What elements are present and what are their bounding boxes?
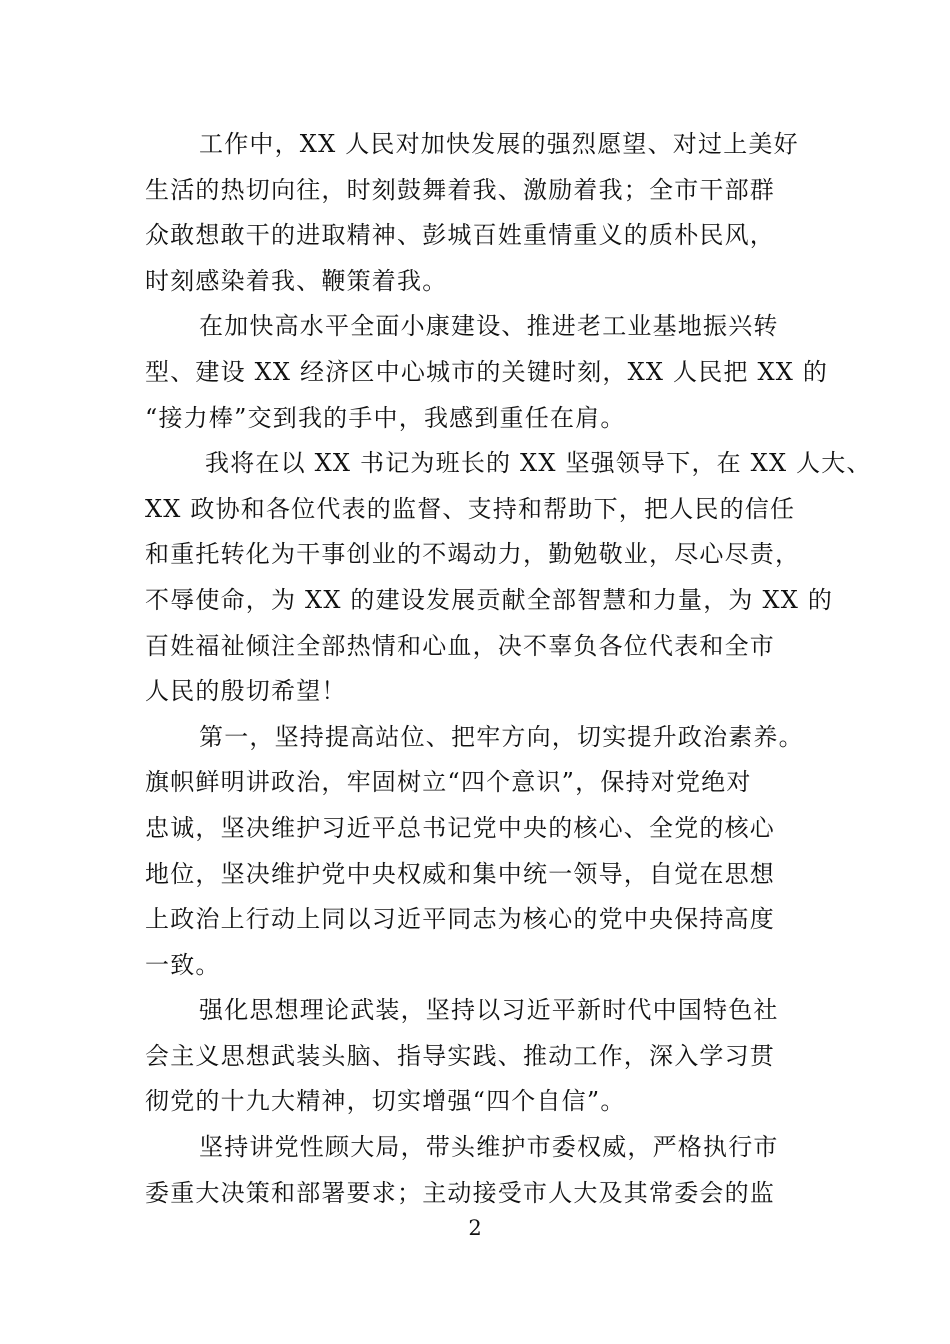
paragraph-1 [145, 122, 825, 304]
paragraph-5 [145, 988, 825, 1125]
text-line: 百姓福祉倾注全部热情和心血，决不辜负各位代表和全市 [145, 631, 775, 660]
text-line: 忠诚，坚决维护习近平总书记党中央的核心、全党的核心 [145, 813, 775, 842]
text-line: 委重大决策和部署要求；主动接受市人大及其常委会的监 [145, 1178, 775, 1207]
text-line: 人民的殷切希望！ [145, 677, 347, 706]
text-line: 众敢想敢干的进取精神、彭城百姓重情重义的质朴民风， [145, 221, 775, 250]
text-line: 时刻感染着我、鞭策着我。 [145, 266, 448, 295]
text-line: 工作中，XX 人民对加快发展的强烈愿望、对过上美好 [199, 130, 799, 158]
text-line: “接力棒”交到我的手中，我感到重任在肩。 [145, 403, 626, 432]
paragraph-4 [145, 715, 825, 989]
paragraph-3 [145, 441, 872, 715]
text-line: XX 政协和各位代表的监督、支持和帮助下，把人民的信任 [145, 494, 796, 523]
text-line: 在加快高水平全面小康建设、推进老工业基地振兴转 [199, 312, 779, 341]
text-line: 型、建设 XX 经济区中心城市的关键时刻，XX 人民把 XX 的 [145, 357, 829, 386]
text-line: 坚持讲党性顾大局，带头维护市委权威，严格执行市 [199, 1133, 779, 1162]
text-line: 一致。 [145, 950, 221, 979]
text-line: 生活的热切向往，时刻鼓舞着我、激励着我；全市干部群 [145, 175, 775, 204]
body-text [145, 122, 872, 1216]
text-line: 旗帜鲜明讲政治，牢固树立“四个意识”，保持对党绝对 [145, 768, 752, 797]
text-line: 不辱使命，为 XX 的建设发展贡献全部智慧和力量，为 XX 的 [145, 585, 834, 614]
paragraph-2 [145, 304, 829, 441]
page-number: 2 [468, 1216, 482, 1240]
text-line: 我将在以 XX 书记为班长的 XX 坚强领导下，在 XX 人大、 [205, 449, 872, 478]
text-line: 上政治上行动上同以习近平同志为核心的党中央保持高度 [145, 905, 775, 934]
text-line: 第一，坚持提高站位、把牢方向，切实提升政治素养。 [199, 722, 804, 751]
text-line: 强化思想理论武装，坚持以习近平新时代中国特色社 [199, 996, 779, 1025]
paragraph-6 [145, 1125, 825, 1216]
text-line: 地位，坚决维护党中央权威和集中统一领导，自觉在思想 [145, 859, 775, 888]
text-line: 和重托转化为干事创业的不竭动力，勤勉敬业，尽心尽责， [145, 540, 801, 569]
text-line: 会主义思想武装头脑、指导实践、推动工作，深入学习贯 [145, 1041, 775, 1070]
text-line: 彻党的十九大精神，切实增强“四个自信”。 [145, 1087, 626, 1116]
